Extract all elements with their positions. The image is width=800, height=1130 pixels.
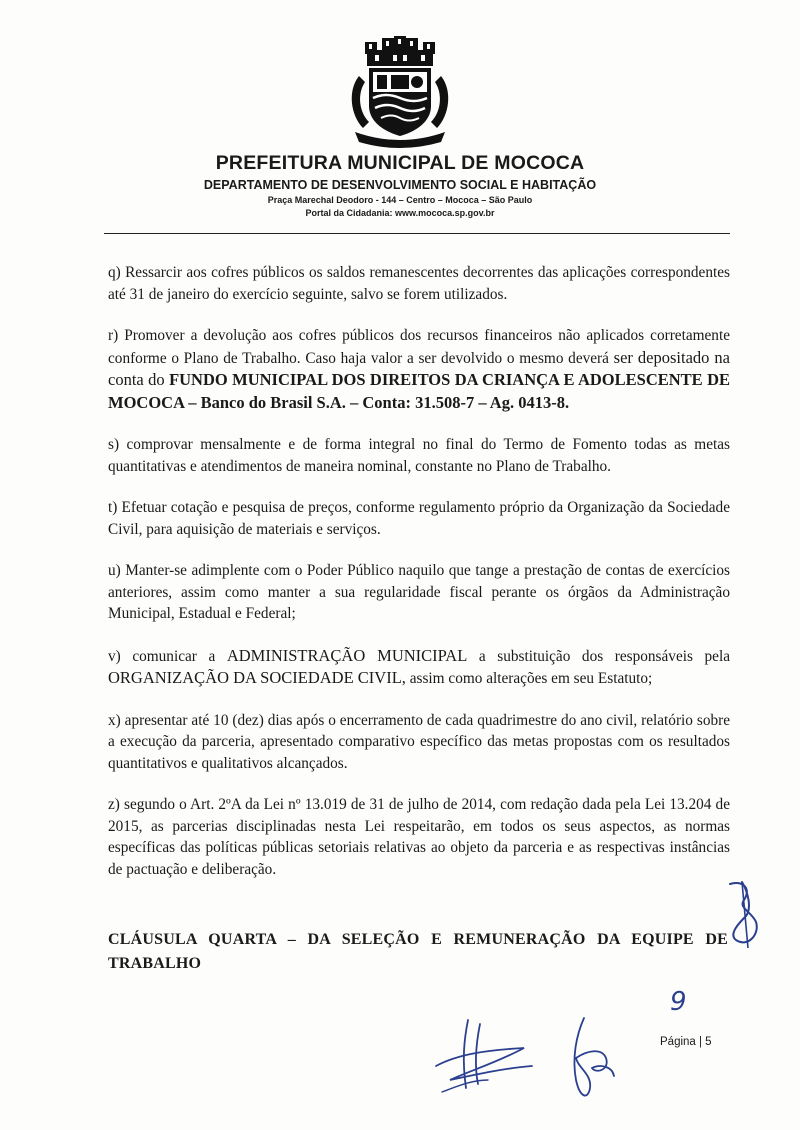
clause-x (108, 710, 730, 775)
clause-v-text: v) comunicar a (108, 647, 227, 665)
page-number: Página | 5 (660, 1036, 712, 1048)
clause-s (108, 434, 730, 477)
clause-r-account: FUNDO MUNICIPAL DOS DIREITOS DA CRIANÇA E ADOLESCENTE DE MOCOCA – Banco do Brasil S.A. – Conta: 31.508-7 – Ag. 0413-8. (108, 370, 731, 412)
clause-r-text: r) Promover a devolução aos cofres públicos dos recursos financeiros não aplicados corretamente conforme o Plano de Trabalho. Caso haja valor a ser devolvido o mesmo deverá (108, 327, 730, 367)
clause-t (108, 497, 730, 540)
signature-2 (562, 1010, 622, 1105)
clause-v-osc: ORGANIZAÇÃO DA SOCIEDADE CIVIL, (108, 668, 406, 687)
clause-u (108, 560, 730, 625)
clause-v-text-mid: a substituição dos responsáveis pela (467, 647, 730, 665)
handwritten-page-number (668, 982, 696, 1022)
header-divider (104, 233, 730, 234)
margin-initials-signature (722, 878, 772, 958)
clause-u-text: u) Manter-se adimplente com o Poder Público naquilo que tange a prestação de contas de exercícios anteriores, assim como manter a sua regularidade fiscal perante os órgãos da Administração Municipal, Estadual e Federal; (108, 562, 730, 622)
clause-r-text-cont: ser depositado na conta do (108, 347, 730, 389)
clause-t-text: t) Efetuar cotação e pesquisa de preços, conforme regulamento próprio da Organização da Sociedade Civil, para aquisição de materiais e serviços. (108, 499, 730, 538)
clause-z (108, 794, 730, 880)
clause-s-text: s) comprovar mensalmente e de forma integral no final do Termo de Fomento todas as metas quantitativas e atendimentos de maneira nominal, constante no Plano de Trabalho. (108, 436, 730, 475)
signature-1 (428, 1010, 538, 1100)
clause-v-text-end: assim como alterações em seu Estatuto; (405, 670, 653, 687)
clause-r (108, 325, 730, 414)
address-line: Praça Marechal Deodoro - 144 – Centro – Mococa – São Paulo (267, 195, 533, 205)
clause-v (108, 645, 730, 690)
clause-x-text: x) apresentar até 10 (dez) dias após o encerramento de cada quadrimestre do ano civil, relatório sobre a execução da parceria, apresentado comparativo específico das metas propostas com os resultados quantitativos e qualitativos alcançados. (108, 711, 730, 772)
municipal-coat-of-arms (345, 36, 455, 148)
document-body (108, 262, 730, 900)
department-name: DEPARTAMENTO DE DESENVOLVIMENTO SOCIAL E HABITAÇÃO (203, 178, 597, 192)
org-name: PREFEITURA MUNICIPAL DE MOCOCA (215, 152, 585, 174)
letterhead (0, 36, 800, 218)
clause-v-admin: ADMINISTRAÇÃO MUNICIPAL (226, 645, 468, 665)
section-heading: CLÁUSULA QUARTA – DA SELEÇÃO E REMUNERAÇÃO DA EQUIPE DE TRABALHO (108, 931, 728, 972)
portal-line: Portal da Cidadania: www.mococa.sp.gov.br (305, 208, 495, 218)
handwritten-number-text: 9 (670, 987, 687, 1017)
clause-q-text: q) Ressarcir aos cofres públicos os saldos remanescentes decorrentes das aplicações correspondentes até 31 de janeiro do exercício seguinte, salvo se forem utilizados. (108, 264, 730, 303)
clause-q (108, 262, 730, 305)
clause-z-text: z) segundo o Art. 2ºA da Lei nº 13.019 de 31 de julho de 2014, com redação dada pela Lei 13.204 de 2015, as parcerias disciplinadas nesta Lei respeitarão, em todos os seus aspectos, as normas específicas das políticas públicas setoriais relativas ao objeto da parceria e as respectivas instâncias de pactuação e deliberação. (108, 796, 730, 878)
